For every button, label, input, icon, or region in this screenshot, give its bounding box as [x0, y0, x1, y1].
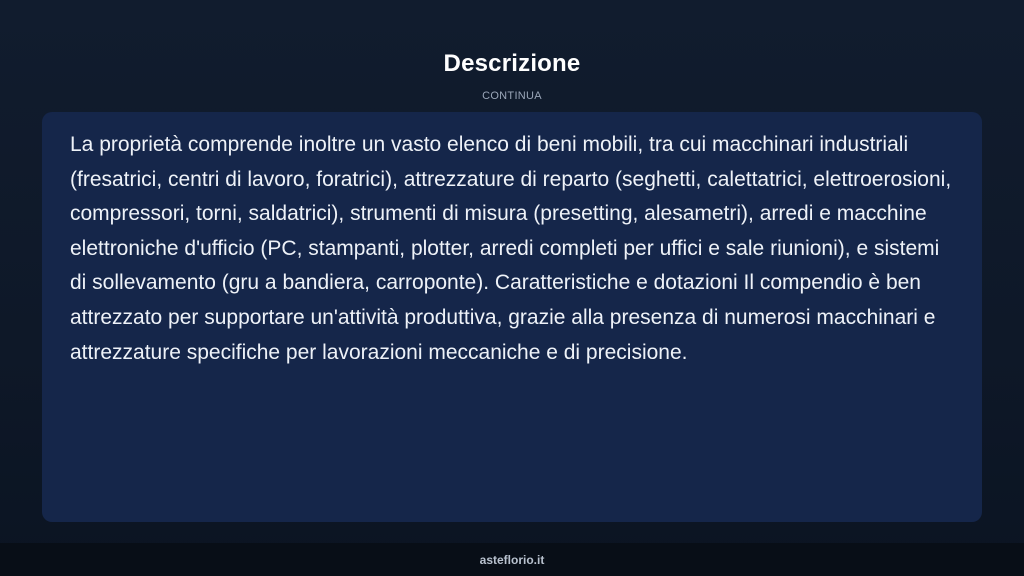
page-title: Descrizione [443, 50, 581, 77]
continue-label: CONTINUA [482, 90, 542, 102]
site-name: asteflorio.it [479, 552, 545, 567]
footer-bar [0, 543, 1024, 576]
description-card [42, 112, 982, 522]
description-text: La proprietà comprende inoltre un vasto elenco di beni mobili, tra cui macchinari industriali (fresatrici, centri di lavoro, foratrici), attrezzature di reparto (seghetti, calettatrici, elettroerosioni, compressori, torni, saldatrici), strumenti di misura (presetting, alesametri), arredi e macchine elettroniche d'ufficio (PC, stampanti, plotter, arredi completi per uffici e sale riunioni), e sistemi di sollevamento (gru a bandiera, carroponte). Caratteristiche e dotazioni Il compendio è ben attrezzato per supportare un'attività produttiva, grazie alla presenza di numerosi macchinari e attrezzature specifiche per lavorazioni meccaniche e di precisione. [70, 133, 952, 364]
